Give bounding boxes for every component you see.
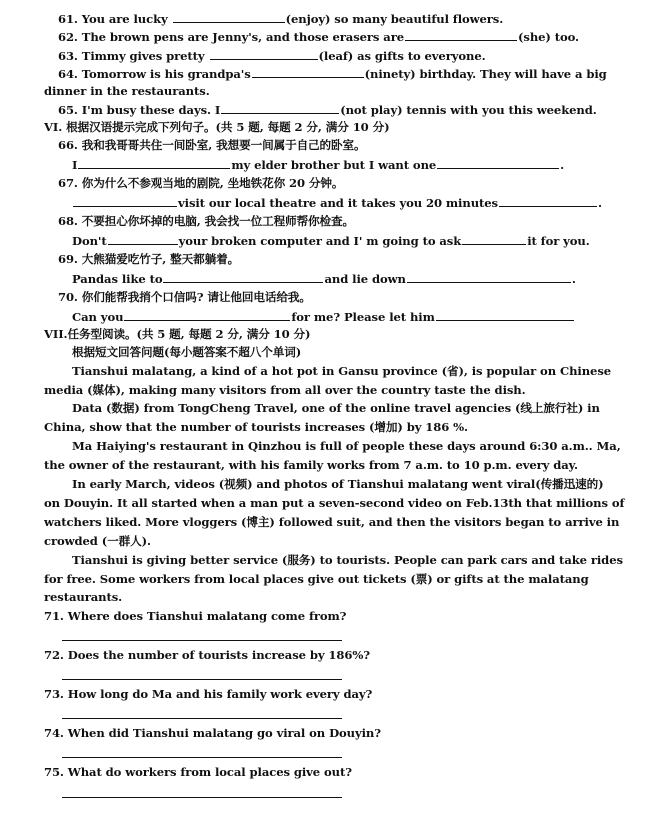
question-72: 72. Does the number of tourists increase by 186%?	[44, 648, 370, 662]
answer-blank[interactable]	[173, 11, 285, 23]
question-71: 71. Where does Tianshui malatang come from?	[44, 609, 347, 623]
section-vi-heading: VI. 根据汉语提示完成下列句子。(共 5 题, 每题 2 分, 满分 10 分)	[44, 120, 390, 134]
question-63: 63. Timmy gives pretty (leaf) as gifts to everyone.	[58, 49, 486, 63]
answer-blank[interactable]	[210, 48, 318, 60]
question-70-chinese: 70. 你们能帮我捎个口信吗? 请让他回电话给我。	[58, 290, 311, 304]
answer-line-71[interactable]	[62, 640, 342, 641]
passage-line: restaurants.	[44, 590, 123, 604]
question-66-english: I my elder brother but I want one .	[72, 158, 565, 172]
answer-line-74[interactable]	[62, 757, 342, 758]
section-vii-subheading: 根据短文回答问题(每小题答案不超八个单词)	[72, 345, 302, 359]
passage-line: China, show that the number of tourists increases (增加) by 186 %.	[44, 420, 468, 434]
answer-blank[interactable]	[108, 233, 178, 245]
answer-blank[interactable]	[73, 195, 177, 207]
question-67-english: visit our local theatre and it takes you 20 minutes .	[72, 195, 602, 211]
question-65: 65. I'm busy these days. I (not play) tennis with you this weekend.	[58, 103, 597, 117]
answer-line-73[interactable]	[62, 718, 342, 719]
question-70-english: Can you for me? Please let him	[72, 309, 575, 325]
question-64: 64. Tomorrow is his grandpa's (ninety) birthday. They will have a big	[58, 67, 607, 81]
question-61: 61. You are lucky (enjoy) so many beautiful flowers.	[58, 12, 504, 26]
question-62: 62. The brown pens are Jenny's, and those erasers are (she) too.	[58, 30, 579, 44]
passage-line: on Douyin. It all started when a man put a seven-second video on Feb.13th that millions of	[44, 496, 625, 510]
passage-line: the owner of the restaurant, with his family works from 7 a.m. to 10 p.m. every day.	[44, 458, 578, 472]
passage-line: Ma Haiying's restaurant in Qinzhou is full of people these days around 6:30 a.m.. Ma,	[72, 439, 621, 453]
answer-blank[interactable]	[252, 66, 364, 78]
question-67-chinese: 67. 你为什么不参观当地的剧院, 坐地铁花你 20 分钟。	[58, 176, 344, 190]
question-68-chinese: 68. 不要担心你坏掉的电脑, 我会找一位工程师帮你检查。	[58, 214, 355, 228]
question-68-english: Don't your broken computer and I' m going to ask it for you.	[72, 234, 590, 248]
answer-blank[interactable]	[462, 233, 526, 245]
answer-blank[interactable]	[405, 29, 517, 41]
answer-line-72[interactable]	[62, 679, 342, 680]
section-vii-heading: VII.任务型阅读。(共 5 题, 每题 2 分, 满分 10 分)	[44, 327, 311, 341]
answer-blank[interactable]	[407, 271, 571, 283]
passage-line: Tianshui malatang, a kind of a hot pot in Gansu province (省), is popular on Chinese	[72, 364, 612, 378]
answer-blank[interactable]	[436, 309, 574, 321]
passage-line: crowded (一群人).	[44, 534, 151, 548]
question-69-chinese: 69. 大熊猫爱吃竹子, 整天都躺着。	[58, 252, 240, 266]
question-64-continued: dinner in the restaurants.	[44, 84, 210, 98]
passage-line: Tianshui is giving better service (服务) to tourists. People can park cars and take rides	[72, 553, 623, 567]
passage-line: media (媒体), making many visitors from all over the country taste the dish.	[44, 383, 526, 397]
answer-blank[interactable]	[221, 102, 339, 114]
question-69-english: Pandas like to and lie down .	[72, 272, 576, 286]
passage-line: Data (数据) from TongCheng Travel, one of the online travel agencies (线上旅行社) in	[72, 401, 600, 415]
passage-line: for free. Some workers from local places give out tickets (票) or gifts at the malatang	[44, 572, 589, 586]
answer-blank[interactable]	[78, 157, 230, 169]
answer-blank[interactable]	[437, 157, 559, 169]
answer-line-75[interactable]	[62, 797, 342, 798]
question-74: 74. When did Tianshui malatang go viral on Douyin?	[44, 726, 381, 740]
answer-blank[interactable]	[163, 271, 323, 283]
question-75: 75. What do workers from local places give out?	[44, 765, 352, 779]
answer-blank[interactable]	[499, 195, 597, 207]
answer-blank[interactable]	[124, 309, 290, 321]
passage-line: In early March, videos (视频) and photos of Tianshui malatang went viral(传播迅速的)	[72, 477, 604, 491]
passage-line: watchers liked. More vloggers (博主) followed suit, and then the visitors began to arrive in	[44, 515, 620, 529]
question-73: 73. How long do Ma and his family work every day?	[44, 687, 373, 701]
question-66-chinese: 66. 我和我哥哥共住一间卧室, 我想要一间属于自己的卧室。	[58, 138, 366, 152]
